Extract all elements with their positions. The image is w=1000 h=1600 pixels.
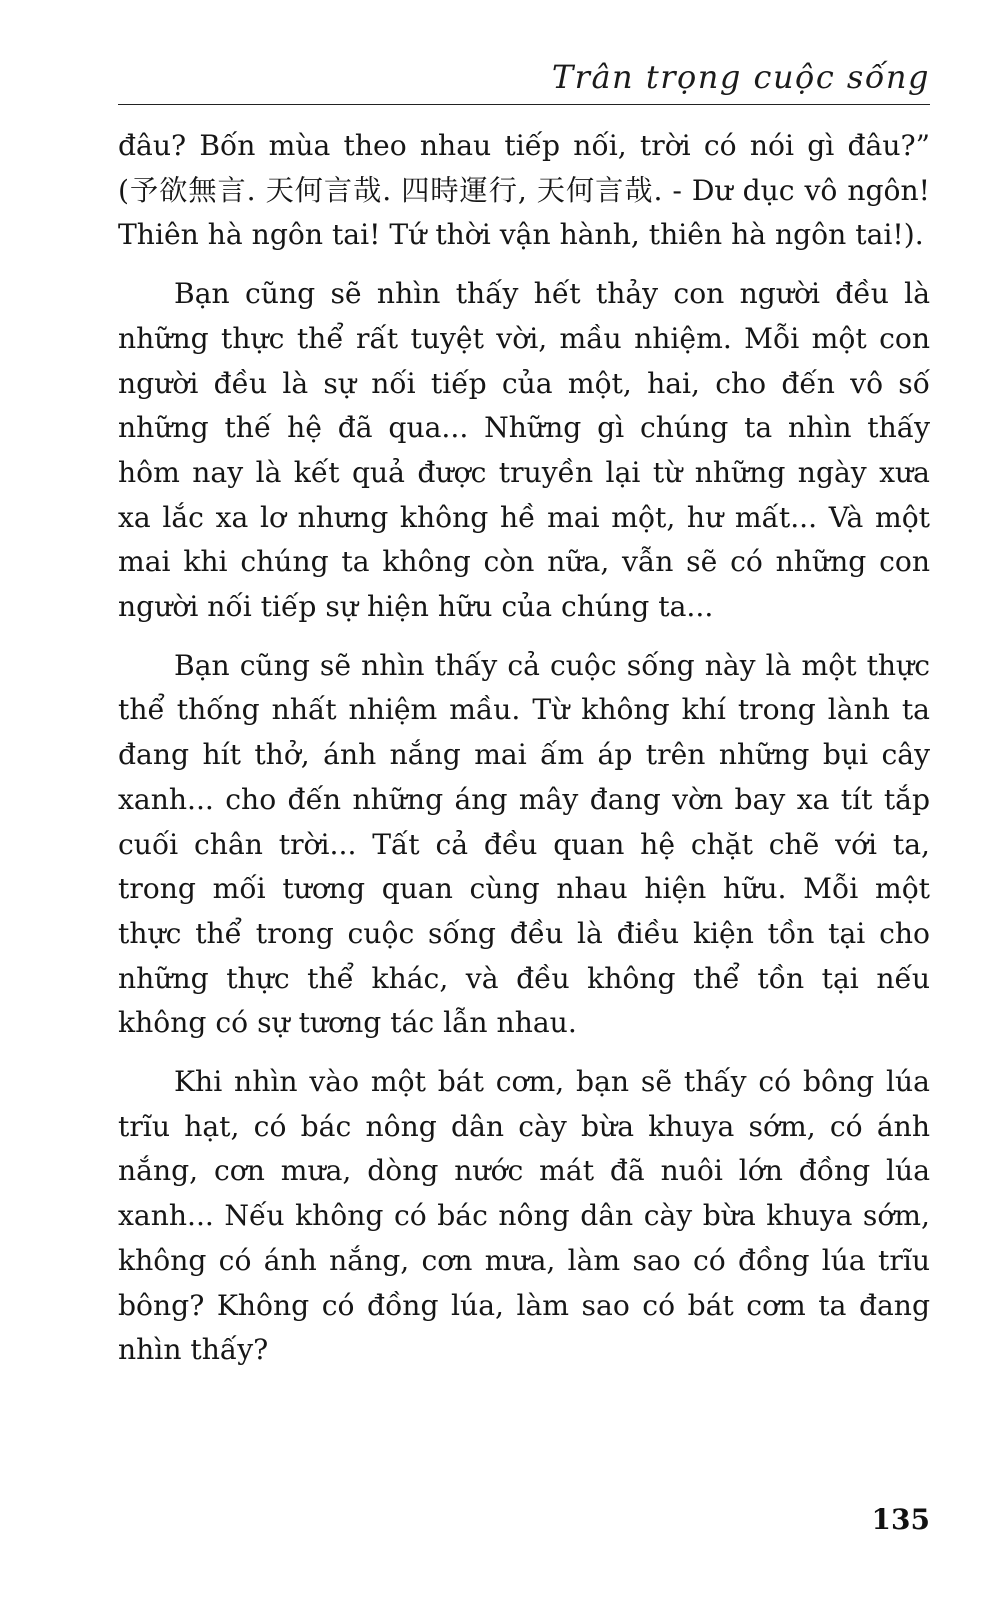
- page-number: 135: [871, 1503, 930, 1536]
- paragraph-people: Bạn cũng sẽ nhìn thấy hết thảy con người đều là những thực thể rất tuyệt vời, mầu nhiệm. Mỗi một con người đều là sự nối tiếp của một, hai, cho đến vô số những thế hệ đã qua... Những gì chúng ta nhìn thấy hôm nay là kết quả được truyền lại từ những ngày xưa xa lắc xa lơ nhưng không hề mai một, hư mất... Và một mai khi chúng ta không còn nữa, vẫn sẽ có những con người nối tiếp sự hiện hữu của chúng ta...: [118, 277, 930, 624]
- paragraph-rice-bowl: Khi nhìn vào một bát cơm, bạn sẽ thấy có bông lúa trĩu hạt, có bác nông dân cày bừa khuya sớm, có ánh nắng, cơn mưa, dòng nước mát đã nuôi lớn đồng lúa xanh... Nếu không có bác nông dân cày bừa khuya sớm, không có ánh nắng, cơn mưa, làm sao có đồng lúa trĩu bông? Không có đồng lúa, làm sao có bát cơm ta đang nhìn thấy?: [118, 1065, 930, 1367]
- paragraph-life-unity: Bạn cũng sẽ nhìn thấy cả cuộc sống này là một thực thể thống nhất nhiệm mầu. Từ không khí trong lành ta đang hít thở, ánh nắng mai ấm áp trên những bụi cây xanh... cho đến những áng mây đang vờn bay xa tít tắp cuối chân trời... Tất cả đều quan hệ chặt chẽ với ta, trong mối tương quan cùng nhau hiện hữu. Mỗi một thực thể trong cuộc sống đều là điều kiện tồn tại cho những thực thể khác, và đều không thể tồn tại nếu không có sự tương tác lẫn nhau.: [118, 648, 930, 1040]
- paragraph-continuation: đâu? Bốn mùa theo nhau tiếp nối, trời có nói gì đâu?” (予欲無言. 天何言哉. 四時運行, 天何言哉. - Dư dục vô ngôn! Thiên hà ngôn tai! Tứ thời vận hành, thiên hà ngôn tai!).: [118, 129, 930, 252]
- running-title: Trân trọng cuộc sống: [551, 58, 930, 96]
- body-text: [118, 124, 930, 1387]
- running-header: [118, 48, 930, 105]
